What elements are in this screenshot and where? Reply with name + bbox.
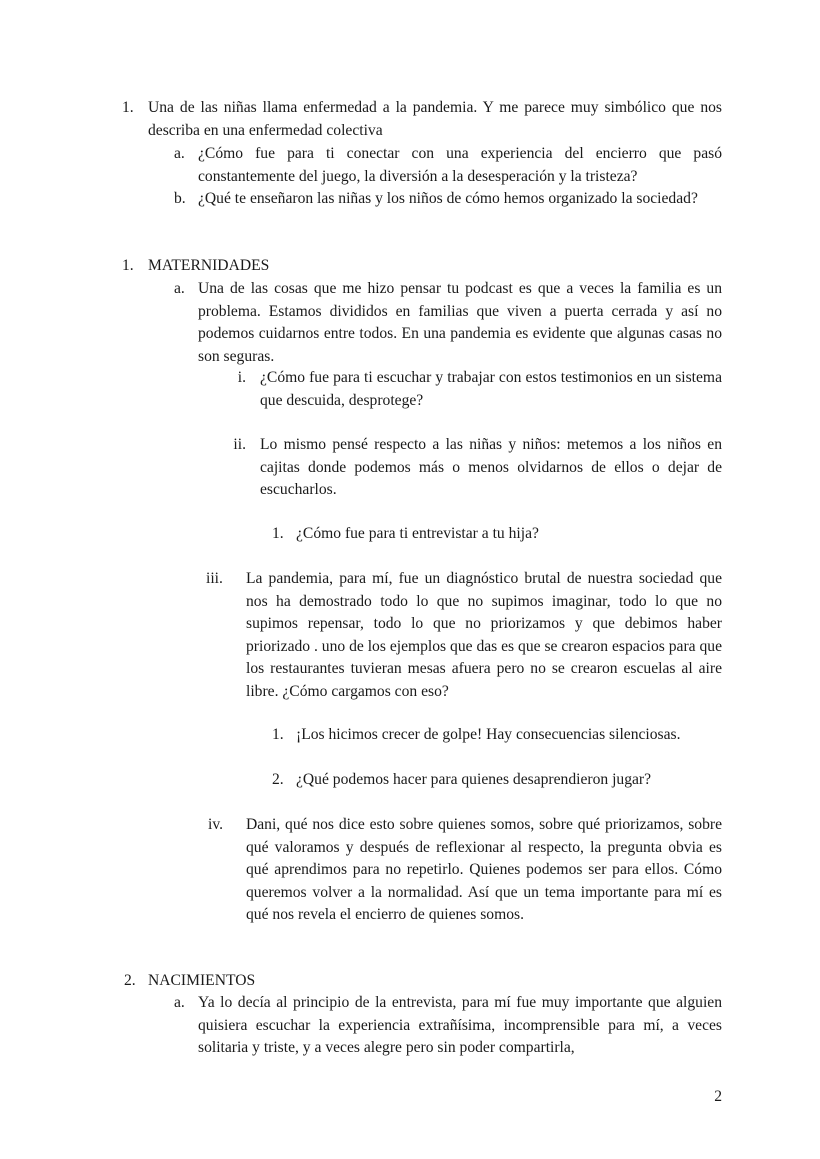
paragraph-text: Lo mismo pensé respecto a las niñas y niños: metemos a los niños en cajitas donde podemos más o menos olvidarnos de ellos o dejar de escucharlos. [260,436,722,498]
section-heading-maternidades [122,255,722,278]
list-item-maternidades-ii [214,434,722,502]
list-marker: i. [237,369,246,386]
list-marker: a. [174,994,185,1011]
list-marker: a. [174,145,185,162]
paragraph-text: Ya lo decía al principio de la entrevista, para mí fue muy importante que alguien quisiera escuchar la experiencia extrañísima, incomprensible para mí, a veces solitaria y triste, y a veces alegre pero sin poder compartirla, [198,994,722,1056]
paragraph-text: ¿Qué te enseñaron las niñas y los niños de cómo hemos organizado la sociedad? [198,190,698,207]
paragraph-text: Una de las cosas que me hizo pensar tu podcast es que a veces la familia es un problema. Estamos divididos en familias que viven a puerta cerrada y así no podemos cuidarnos entre todos. En una pandemia es evidente que algunas casas no son seguras. [198,280,722,365]
paragraph-text: ¡Los hicimos crecer de golpe! Hay consecuencias silenciosas. [296,726,681,743]
paragraph-text: Una de las niñas llama enfermedad a la pandemia. Y me parece muy simbólico que nos describa en una enfermedad colectiva [148,99,722,139]
list-item-nacimientos-a [174,992,722,1060]
section-title: NACIMIENTOS [148,972,256,989]
paragraph-text: ¿Cómo fue para ti entrevistar a tu hija? [296,525,539,542]
paragraph-text: ¿Cómo fue para ti escuchar y trabajar con estos testimonios en un sistema que descuida, desprotege? [260,369,722,409]
list-marker: 1. [122,99,134,116]
list-item-maternidades-ii-1 [272,523,722,546]
section-heading-nacimientos [124,970,722,993]
list-marker: a. [174,280,185,297]
list-marker: 1. [272,525,284,542]
list-item-q1-b [174,188,722,211]
list-marker: 1. [122,257,134,274]
paragraph-text: La pandemia, para mí, fue un diagnóstico brutal de nuestra sociedad que nos ha demostrado todo lo que no supimos imaginar, todo lo que no supimos repensar, todo lo que no priorizamos y que debimos haber priorizado . uno de los ejemplos que das es que se crearon espacios para que los restaurantes tuvieran mesas afuera pero no se crearon escuelas al aire libre. ¿Cómo cargamos con eso? [246,570,722,700]
paragraph-text: ¿Qué podemos hacer para quienes desaprendieron jugar? [296,771,652,788]
list-item-maternidades-iii-1 [272,724,722,747]
list-item-maternidades-i [214,367,722,412]
paragraph-text: Dani, qué nos dice esto sobre quienes somos, sobre qué priorizamos, sobre qué valoramos y después de reflexionar al respecto, la pregunta obvia es qué aprendimos para no repetirlo. Quienes podemos ser para ellos. Cómo queremos volver a la normalidad. Así que un tema importante para mí es qué nos revela el encierro de quienes somos. [246,816,722,923]
list-marker: ii. [233,436,246,453]
list-item-q1-a [174,143,722,188]
paragraph-text: ¿Cómo fue para ti conectar con una experiencia del encierro que pasó constantemente del juego, la diversión a la desesperación y la tristeza? [198,145,722,185]
list-marker: 1. [272,726,284,743]
page-number: 2 [714,1088,722,1105]
list-marker: 2. [124,972,136,989]
list-item-maternidades-iii-2 [272,769,722,792]
list-item-maternidades-iii [206,568,722,703]
list-item-q1 [122,97,722,142]
section-title: MATERNIDADES [148,257,270,274]
list-marker: b. [174,190,186,207]
list-marker: 2. [272,771,284,788]
list-item-maternidades-a [174,278,722,368]
list-marker: iii. [206,570,223,587]
list-item-maternidades-iv [208,814,722,927]
list-marker: iv. [208,816,224,833]
